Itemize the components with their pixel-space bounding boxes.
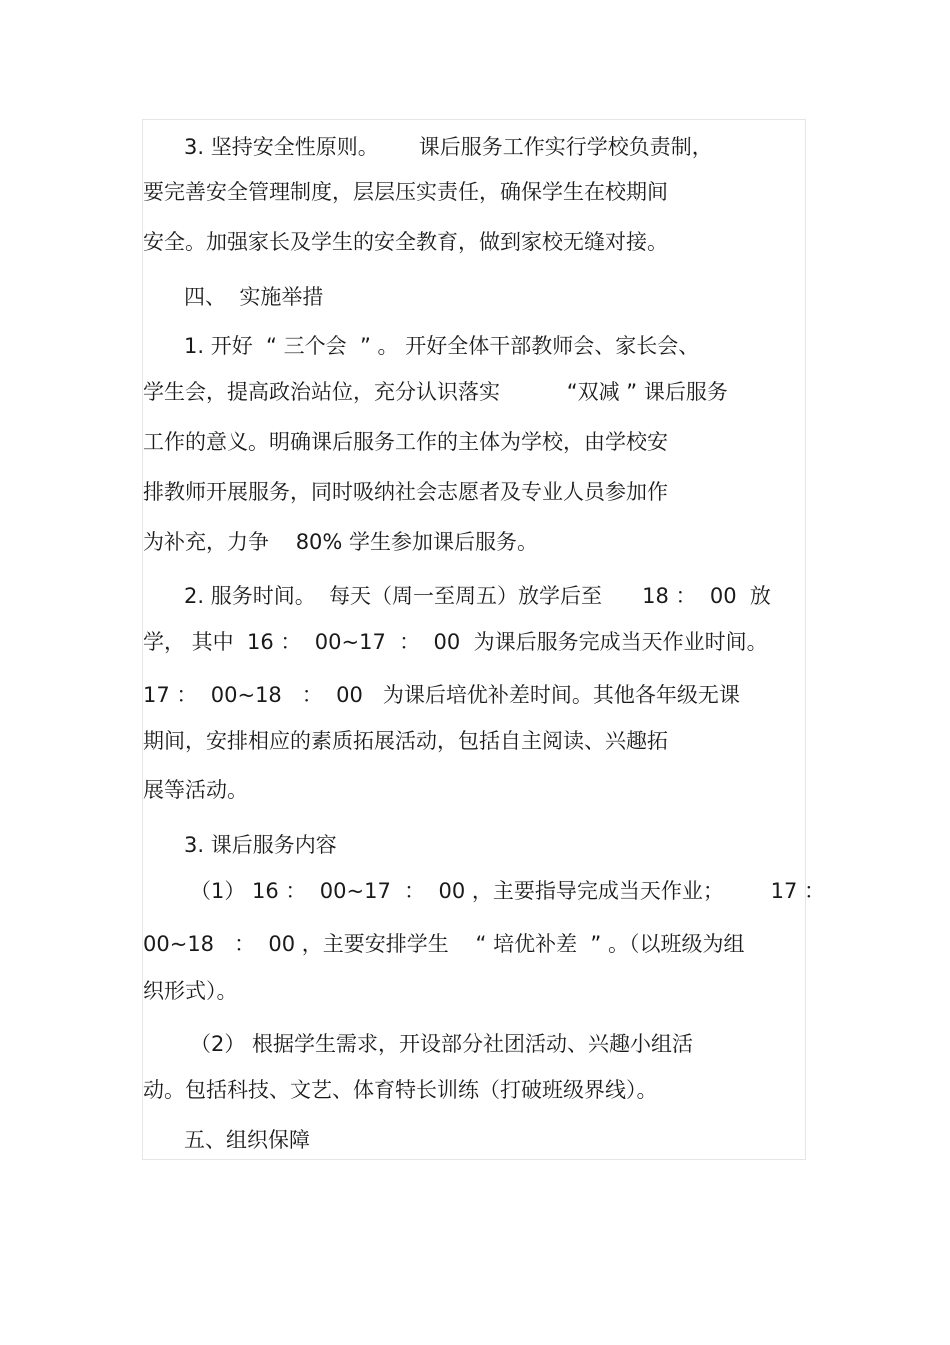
paragraph-line-6: 学生会，提高政治站位，充分认识落实 “双减 ” 课后服务 xyxy=(143,380,728,404)
paragraph-line-19: （2） 根据学生需求，开设部分社团活动、兴趣小组活 xyxy=(190,1032,694,1056)
section-heading-5: 五、组织保障 xyxy=(184,1128,310,1152)
paragraph-line-12: 17 ： 00~18 ： 00 为课后培优补差时间。其他各年级无课 xyxy=(143,683,740,707)
paragraph-line-16: （1） 16 ： 00~17 ： 00 ，主要指导完成当天作业； 17 ： xyxy=(190,879,826,903)
paragraph-line-18: 织形式）。 xyxy=(143,979,238,1003)
paragraph-line-11: 学， 其中 16 ： 00~17 ： 00 为课后服务完成当天作业时间。 xyxy=(143,630,768,654)
paragraph-line-3: 安全。加强家长及学生的安全教育，做到家校无缝对接。 xyxy=(143,230,668,254)
paragraph-line-10: 2. 服务时间。 每天（周一至周五）放学后至 18 ： 00 放 xyxy=(184,584,771,608)
paragraph-line-14: 展等活动。 xyxy=(143,778,248,802)
paragraph-line-8: 排教师开展服务，同时吸纳社会志愿者及专业人员参加作 xyxy=(143,480,668,504)
subsection-heading-3: 3. 课后服务内容 xyxy=(184,833,337,857)
paragraph-line-9: 为补充，力争 80% 学生参加课后服务。 xyxy=(143,530,539,554)
paragraph-line-1: 3. 坚持安全性原则。 课后服务工作实行学校负责制， xyxy=(184,135,713,159)
paragraph-line-13: 期间，安排相应的素质拓展活动，包括自主阅读、兴趣拓 xyxy=(143,729,668,753)
paragraph-line-17: 00~18 ： 00 ，主要安排学生 “ 培优补差 ” 。（以班级为组 xyxy=(143,932,745,956)
paragraph-line-5: 1. 开好 “ 三个会 ” 。 开好全体干部教师会、家长会、 xyxy=(184,334,700,358)
section-heading-4: 四、 实施举措 xyxy=(184,285,324,309)
paragraph-line-2: 要完善安全管理制度，层层压实责任，确保学生在校期间 xyxy=(143,180,668,204)
paragraph-line-7: 工作的意义。明确课后服务工作的主体为学校，由学校安 xyxy=(143,430,668,454)
paragraph-line-20: 动。包括科技、文艺、体育特长训练（打破班级界线）。 xyxy=(143,1078,658,1102)
